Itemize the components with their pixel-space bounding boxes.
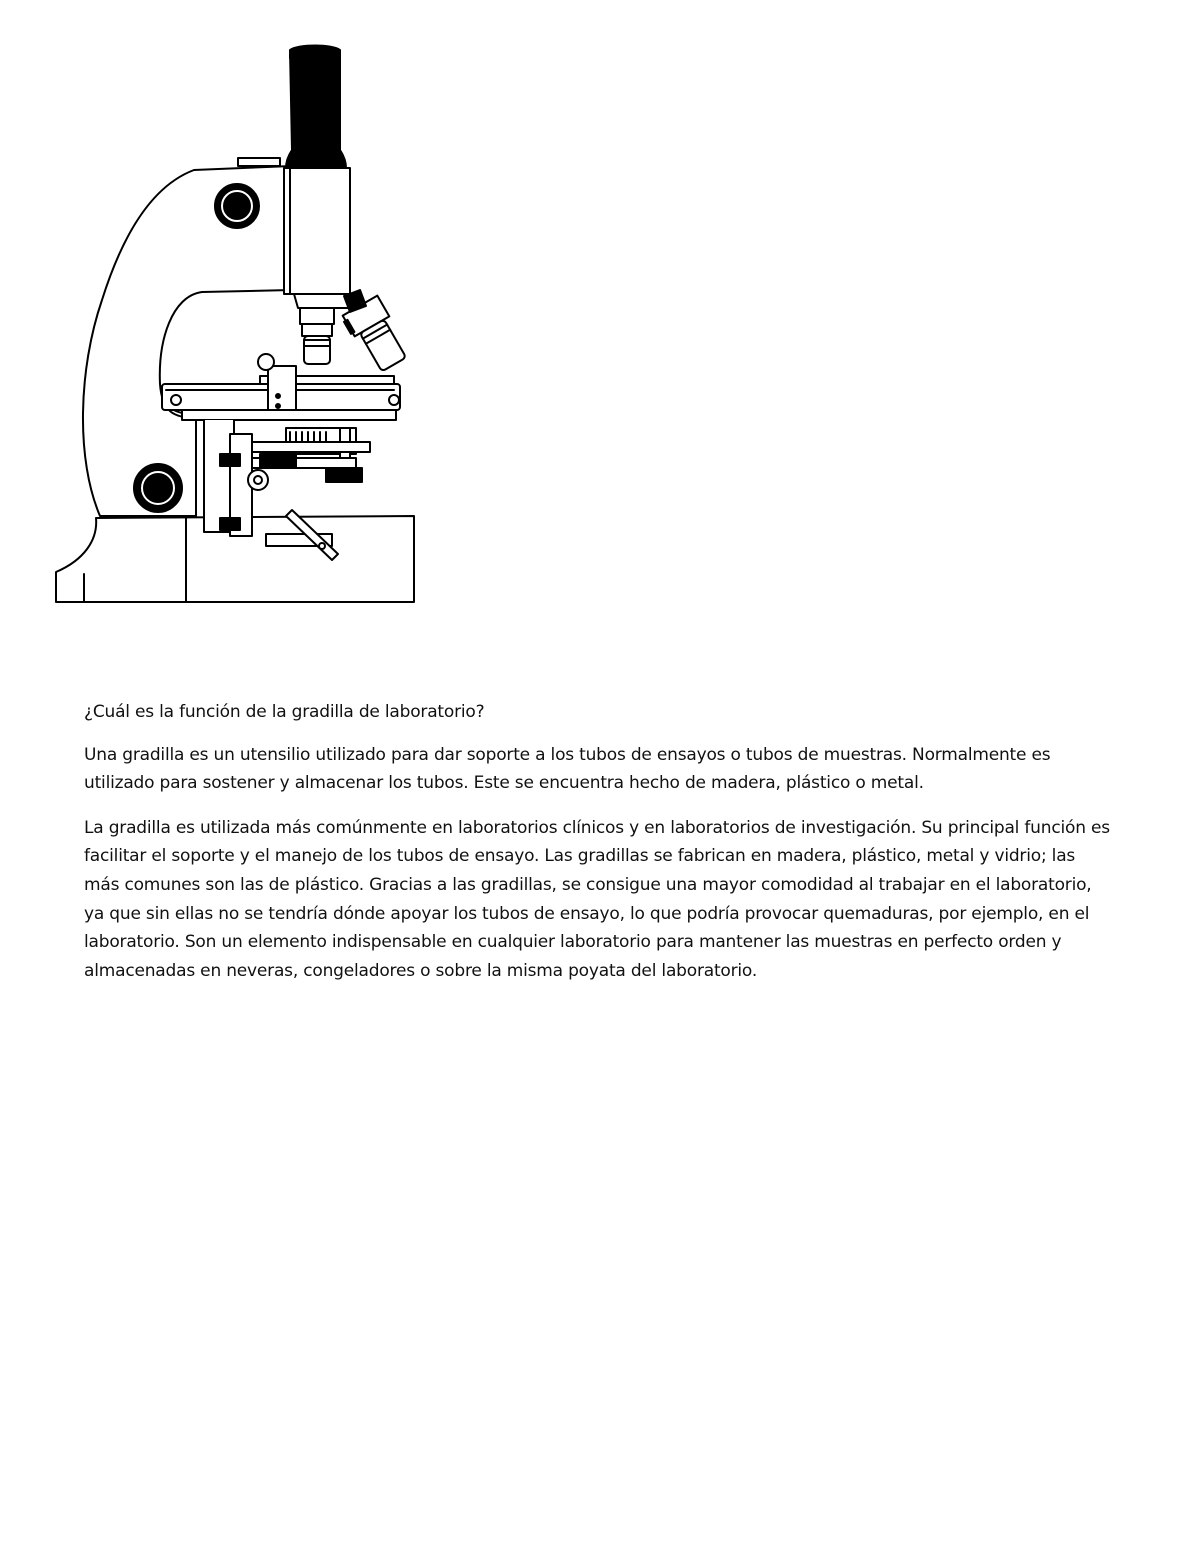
question-heading: ¿Cuál es la función de la gradilla de laboratorio? [84, 702, 485, 722]
microscope-illustration [54, 40, 422, 608]
paragraph-usage: La gradilla es utilizada más comúnmente en laboratorios clínicos y en laboratorios de investigación. Su principal función es facilitar el soporte y el manejo de los tubos de ensayo. Las gradillas se fabrican en madera, plástico, metal y vidrio; las más comunes son las de plástico. Gracias a las gradillas, se consigue una mayor comodidad al trabajar en el laboratorio, ya que sin ellas no se tendría dónde apoyar los tubos de ensayo, lo que podría provocar quemaduras, por ejemplo, en el laboratorio. Son un elemento indispensable en cualquier laboratorio para mantener las muestras en perfecto orden y almacenadas en neveras, congeladores o sobre la misma poyata del laboratorio. [84, 817, 1110, 981]
document-body [84, 698, 1114, 1001]
paragraph-definition: Una gradilla es un utensilio utilizado para dar soporte a los tubos de ensayos o tubos de muestras. Normalmente es utilizado para sostener y almacenar los tubos. Este se encuentra hecho de madera, plástico o metal. [84, 744, 1051, 794]
microscope-icon [54, 40, 422, 608]
